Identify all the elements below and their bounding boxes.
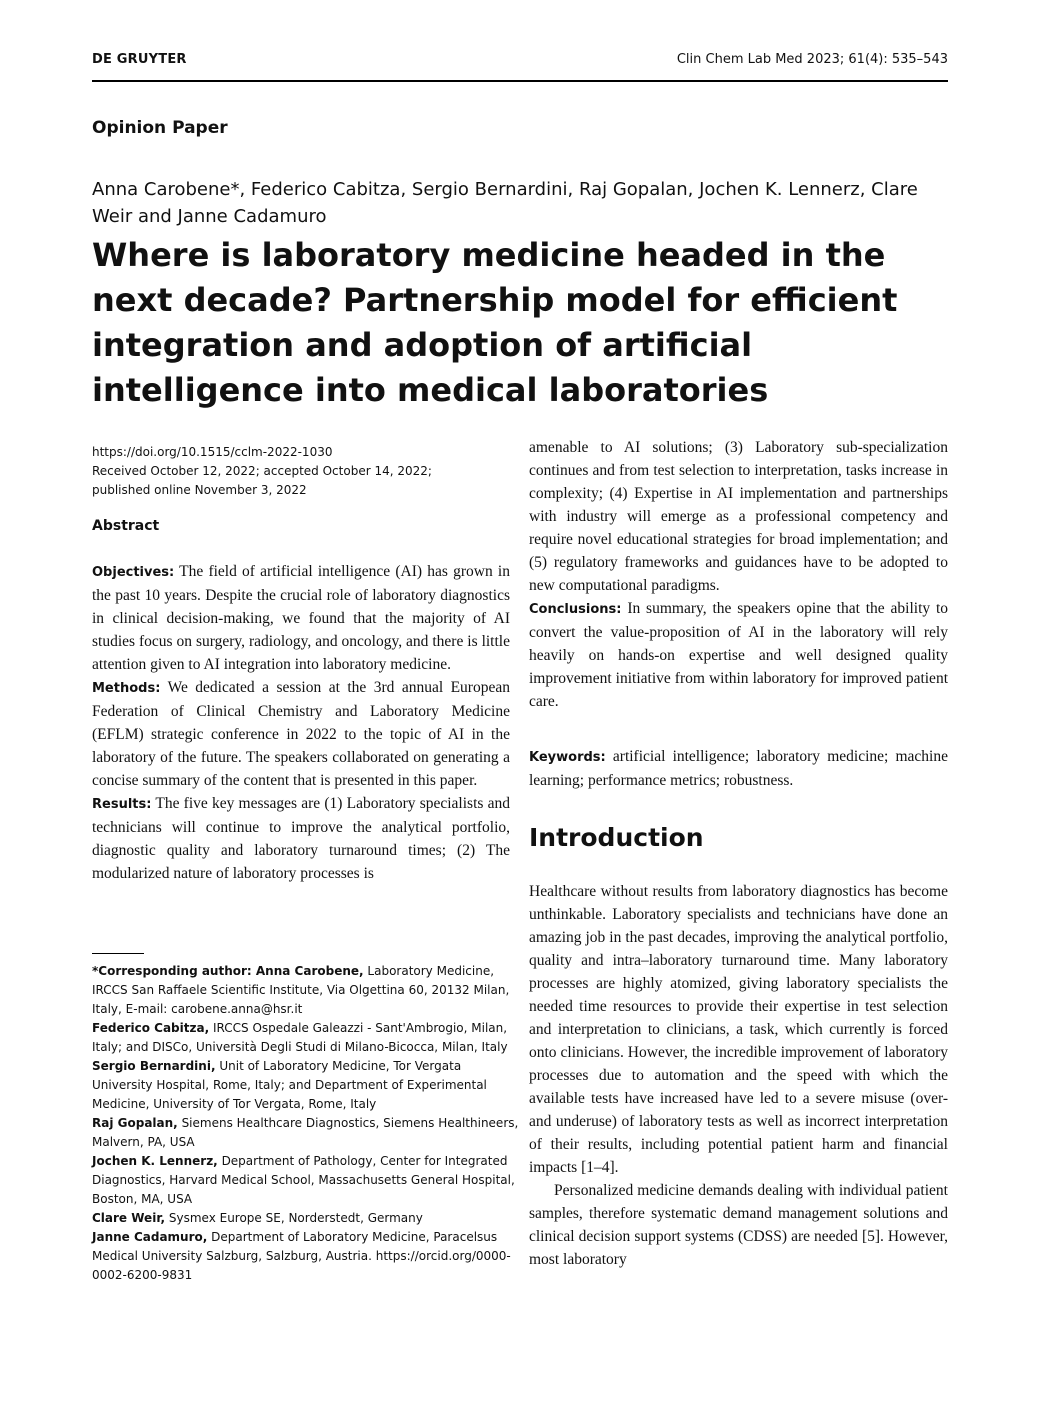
article-title: Where is laboratory medicine headed in the next decade? Partnership model for efficient integration and adoption of artificial intelligence into medical laboratories bbox=[92, 236, 898, 409]
journal-citation: Clin Chem Lab Med 2023; 61(4): 535–543 bbox=[676, 52, 948, 67]
introduction-body bbox=[529, 880, 948, 1271]
abstract-right-column bbox=[529, 436, 948, 713]
header-rule bbox=[92, 80, 948, 82]
affiliation-note: Raj Gopalan, Siemens Healthcare Diagnostics, Siemens Healthineers, Malvern, PA, USA bbox=[92, 1116, 519, 1149]
abstract-results bbox=[92, 792, 510, 885]
abstract-heading: Abstract bbox=[92, 518, 160, 534]
keywords-text: artificial intelligence; laboratory medicine; machine learning; performance metrics; robustness. bbox=[529, 748, 948, 789]
author-list: Anna Carobene*, Federico Cabitza, Sergio Bernardini, Raj Gopalan, Jochen K. Lennerz, Clare Weir and Janne Cadamuro bbox=[92, 179, 918, 227]
conclusions-label: Conclusions: bbox=[529, 602, 622, 617]
affiliation-note: Sergio Bernardini, Unit of Laboratory Medicine, Tor Vergata University Hospital, Rome, Italy; and Department of Experimental Medicine, University of Tor Vergata, Rome, Italy bbox=[92, 1059, 487, 1111]
objectives-label: Objectives: bbox=[92, 565, 175, 580]
published-date: published online November 3, 2022 bbox=[92, 483, 307, 497]
methods-text: We dedicated a session at the 3rd annual European Federation of Clinical Chemistry and Laboratory Medicine (EFLM) strategic conference in 2022 to the topic of AI in the laboratory of the future. The speakers collaborated on generating a concise summary of the content that is presented in this paper. bbox=[92, 679, 510, 789]
introduction-paragraph-1: Healthcare without results from laboratory diagnostics has become unthinkable. Laboratory specialists and technicians have done an amazing job in the past decades, improving the analytical portfolio, quality and intra–laboratory turnaround time. Many laboratory processes are highly atomized, giving laboratory specialists the needed time resources to provide their expertise in test selection and interpretation to clinicians, a task, which currently is forced onto clinicians. However, the incredible improvement of laboratory processes due to automation and the speed with which the available tests have increased have led to a severe misuse (over- and underuse) of laboratory tests as well as incorrect interpretation of their results, including potential patient harm and financial impacts [1–4]. bbox=[529, 883, 948, 1176]
doi-link[interactable]: https://doi.org/10.1515/cclm-2022-1030 bbox=[92, 445, 333, 459]
corresponding-author-note: *Corresponding author: Anna Carobene, Laboratory Medicine, IRCCS San Raffaele Scientific Institute, Via Olgettina 60, 20132 Milan, Italy, E-mail: carobene.anna@hsr.it bbox=[92, 964, 510, 1016]
abstract-conclusions bbox=[529, 597, 948, 713]
publisher-name: DE GRUYTER bbox=[92, 52, 187, 67]
footnote-rule bbox=[92, 953, 144, 954]
affiliation-note: Clare Weir, Sysmex Europe SE, Norderstedt, Germany bbox=[92, 1211, 423, 1225]
article-type: Opinion Paper bbox=[92, 118, 228, 138]
author-affiliations bbox=[92, 962, 522, 1285]
results-label: Results: bbox=[92, 797, 152, 812]
introduction-paragraph-2: Personalized medicine demands dealing with individual patient samples, therefore systematic demand management solutions and clinical decision support systems (CDSS) are needed [5]. However, most laboratory bbox=[529, 1182, 948, 1268]
affiliation-note: Janne Cadamuro, Department of Laboratory Medicine, Paracelsus Medical University Salzburg, Salzburg, Austria. https://orcid.org/0000-0002-6200-9831 bbox=[92, 1230, 511, 1282]
affiliation-note: Jochen K. Lennerz, Department of Pathology, Center for Integrated Diagnostics, Harvard Medical School, Massachusetts General Hospital, Boston, MA, USA bbox=[92, 1154, 515, 1206]
results-text-left: The five key messages are (1) Laboratory specialists and technicians will continue to improve the analytical portfolio, diagnostic quality and laboratory turnaround times; (2) The modularized nature of laboratory processes is bbox=[92, 795, 510, 882]
affiliation-note: Federico Cabitza, IRCCS Ospedale Galeazzi - Sant'Ambrogio, Milan, Italy; and DISCo, Università Degli Studi di Milano-Bicocca, Milan, Italy bbox=[92, 1021, 508, 1054]
conclusions-text: In summary, the speakers opine that the ability to convert the value-proposition of AI in the laboratory will rely heavily on hands-on expertise and well designed quality improvement initiative from within laboratory for improved patient care. bbox=[529, 600, 949, 710]
keywords bbox=[529, 745, 948, 792]
introduction-heading: Introduction bbox=[529, 823, 704, 852]
methods-label: Methods: bbox=[92, 681, 161, 696]
abstract-objectives bbox=[92, 560, 510, 676]
abstract-left-column bbox=[92, 560, 510, 885]
abstract-methods bbox=[92, 676, 510, 792]
article-meta bbox=[92, 443, 512, 500]
objectives-text: The field of artificial intelligence (AI) has grown in the past 10 years. Despite the crucial role of laboratory diagnostics in clinical decision-making, we found that the majority of AI studies focus on surgery, radiology, and oncology, and there is little attention given to AI integration into laboratory medicine. bbox=[92, 563, 510, 673]
received-date: Received October 12, 2022; accepted October 14, 2022; bbox=[92, 464, 432, 478]
results-text-right: amenable to AI solutions; (3) Laboratory sub-specialization continues and from test selection to interpretation, tasks increase in complexity; (4) Expertise in AI implementation and partnerships with industry will emerge as a professional competency and require novel educational strategies for broad implementation; and (5) regulatory frameworks and guidances have to be adopted to new computational paradigms. bbox=[529, 439, 948, 594]
keywords-label: Keywords: bbox=[529, 750, 606, 765]
